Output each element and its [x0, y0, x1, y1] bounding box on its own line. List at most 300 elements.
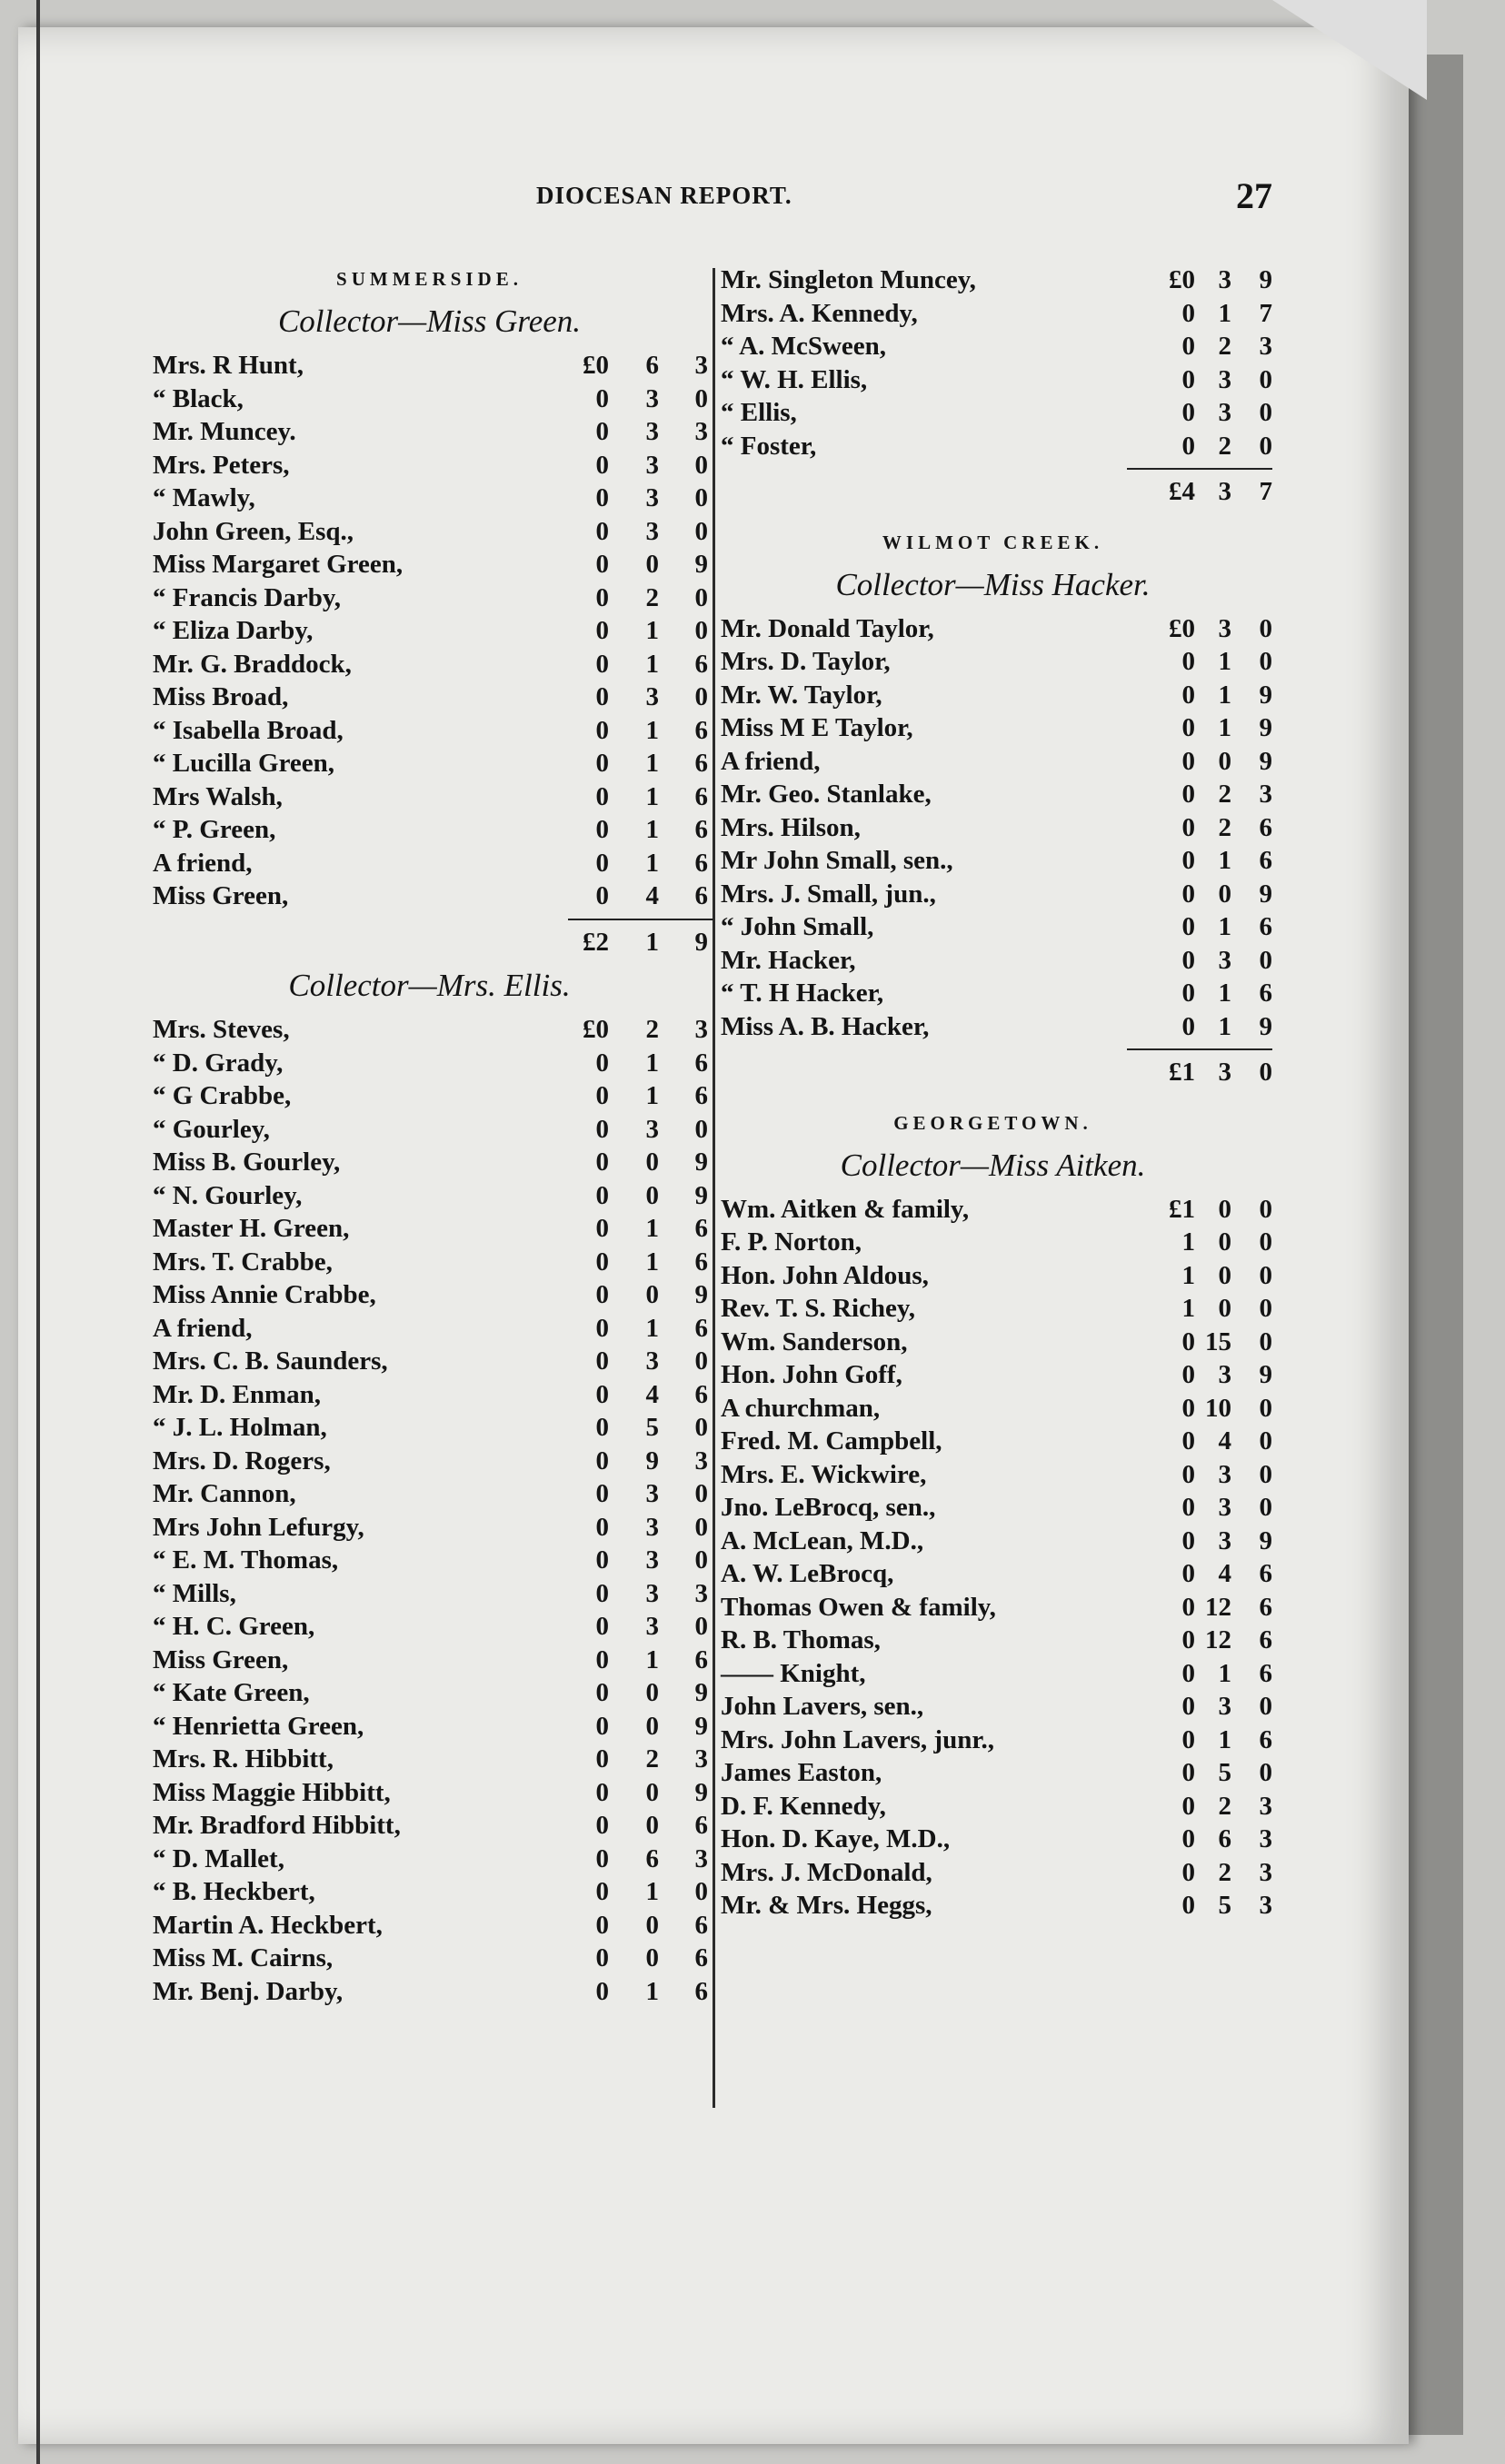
pounds-amount: 0: [595, 781, 609, 811]
subscriber-name: Mrs. R. Hibbitt,: [153, 1744, 334, 1773]
pounds-amount: 0: [1181, 713, 1195, 742]
pounds-amount: 0: [595, 1446, 609, 1475]
shillings-amount: 3: [645, 1578, 659, 1608]
subscription-row: [145, 1113, 713, 1147]
subscriber-name: “ A. McSween,: [721, 332, 887, 361]
shillings-amount: 4: [645, 1379, 659, 1409]
subscriber-name: Master H. Green,: [153, 1214, 350, 1243]
subscriber-name: Miss Annie Crabbe,: [153, 1280, 376, 1309]
shillings-amount: 1: [645, 1247, 659, 1277]
pence-amount: 0: [1259, 1294, 1272, 1323]
subscription-row: [713, 1358, 1272, 1392]
shillings-amount: 0: [1218, 1260, 1231, 1290]
subscriber-name: “ Mawly,: [153, 483, 255, 512]
subscription-row: [145, 1809, 713, 1843]
subscriber-name: Mrs. D. Rogers,: [153, 1446, 331, 1475]
pounds-amount: 0: [595, 649, 609, 679]
subscriber-name: Mr. Hacker,: [721, 945, 856, 975]
pence-amount: 0: [694, 1545, 708, 1575]
shillings-amount: 12: [1205, 1625, 1231, 1654]
subscription-row: [145, 614, 713, 648]
pence-amount: 9: [694, 1180, 708, 1210]
subscription-row: [145, 349, 713, 383]
subscriber-name: A. W. LeBrocq,: [721, 1559, 894, 1588]
right-column: [713, 263, 1272, 1923]
shillings-amount: 0: [1218, 1194, 1231, 1224]
subscriber-name: John Green, Esq.,: [153, 516, 354, 546]
shillings-amount: 0: [645, 1180, 659, 1210]
subscription-row: [145, 581, 713, 615]
subscription-row: [145, 1477, 713, 1511]
pence-amount: 0: [1259, 613, 1272, 643]
shillings-amount: 1: [1218, 680, 1231, 710]
page-number: 27: [1236, 175, 1272, 216]
shillings-amount: 0: [645, 1777, 659, 1807]
shillings-amount: 4: [645, 881, 659, 910]
subscription-row: [145, 1246, 713, 1279]
subscriber-name: Mrs. Hilson,: [721, 812, 861, 842]
subscriber-name: Miss Green,: [153, 881, 289, 910]
pounds-amount: 0: [1181, 431, 1195, 461]
pounds-amount: 1: [1181, 1294, 1195, 1323]
total-row-wrap: [713, 475, 1272, 509]
pence-amount: 6: [694, 1048, 708, 1078]
subscription-row: [145, 1445, 713, 1478]
pounds-amount: 0: [1181, 1459, 1195, 1489]
subscriber-name: Mr. Cannon,: [153, 1479, 296, 1508]
pounds-amount: £0: [1169, 613, 1195, 643]
pence-amount: 0: [1259, 1692, 1272, 1721]
subscriber-name: “ Eliza Darby,: [153, 616, 314, 645]
shillings-amount: 6: [645, 1843, 659, 1873]
shillings-amount: 0: [1218, 879, 1231, 909]
pounds-amount: 0: [595, 1048, 609, 1078]
subscriber-name: Wm. Aitken & family,: [721, 1194, 970, 1224]
subscriber-name: Mrs. T. Crabbe,: [153, 1247, 333, 1277]
subscription-row: [145, 1345, 713, 1378]
subscription-row: [713, 330, 1272, 363]
subscription-list: [145, 1013, 713, 2008]
subscriber-name: Rev. T. S. Richey,: [721, 1294, 916, 1323]
subscriber-name: Miss Green,: [153, 1644, 289, 1674]
subscriber-name: A friend,: [153, 1313, 253, 1343]
subscriber-name: Mrs. J. Small, jun.,: [721, 879, 936, 909]
subscriber-name: Wm. Sanderson,: [721, 1326, 908, 1356]
shillings-amount: 1: [645, 815, 659, 844]
subscription-row: [713, 612, 1272, 646]
pounds-amount: £1: [1169, 1194, 1195, 1224]
pounds-amount: 0: [595, 1346, 609, 1376]
pence-amount: 6: [694, 848, 708, 878]
pounds-amount: 0: [595, 1379, 609, 1409]
subscriber-name: Mr John Small, sen.,: [721, 846, 953, 875]
shillings-amount: 2: [645, 1744, 659, 1773]
subscription-row: [145, 1411, 713, 1445]
pence-amount: 6: [694, 715, 708, 745]
pounds-amount: 0: [1181, 680, 1195, 710]
pounds-amount: 0: [1181, 398, 1195, 427]
pounds-amount: 0: [1181, 1011, 1195, 1041]
pence-amount: 0: [1259, 1227, 1272, 1257]
pounds-amount: 0: [595, 1877, 609, 1906]
shillings-amount: 0: [645, 1811, 659, 1840]
subscriber-name: “ Gourley,: [153, 1114, 270, 1144]
pence-amount: 3: [694, 1744, 708, 1773]
subscriber-name: Mr. Geo. Stanlake,: [721, 780, 932, 809]
pounds-amount: 0: [1181, 1625, 1195, 1654]
pence-amount: 6: [694, 1910, 708, 1940]
subscriber-name: “ W. H. Ellis,: [721, 364, 868, 394]
pence-amount: 6: [694, 1081, 708, 1110]
shillings-amount: 3: [645, 450, 659, 480]
pounds-amount: 0: [1181, 1891, 1195, 1920]
subscriber-name: D. F. Kennedy,: [721, 1791, 886, 1821]
shillings-amount: 0: [645, 1148, 659, 1177]
subscription-row: [145, 681, 713, 714]
pounds-amount: 0: [1181, 1525, 1195, 1555]
shillings-amount: 1: [645, 1644, 659, 1674]
pence-amount: 6: [694, 1247, 708, 1277]
subscriber-name: Mrs. Steves,: [153, 1015, 290, 1044]
shillings-amount: 2: [1218, 1857, 1231, 1887]
pounds-amount: 0: [595, 1711, 609, 1741]
shillings-amount: 1: [645, 1214, 659, 1243]
subscriber-name: Mr. Bradford Hibbitt,: [153, 1811, 401, 1840]
subscriber-name: Mr. Benj. Darby,: [153, 1976, 344, 2006]
pounds-amount: 0: [595, 1976, 609, 2006]
pounds-amount: 0: [1181, 1559, 1195, 1588]
pounds-amount: 0: [1181, 1724, 1195, 1754]
pounds-amount: 0: [595, 383, 609, 413]
subscription-row: [145, 1743, 713, 1776]
subscription-row: [145, 648, 713, 681]
pence-amount: 0: [694, 1612, 708, 1641]
pence-amount: 3: [694, 1578, 708, 1608]
shillings-amount: 3: [645, 383, 659, 413]
pounds-amount: 0: [595, 1479, 609, 1508]
pence-amount: 6: [694, 781, 708, 811]
subscriber-name: “ D. Mallet,: [153, 1843, 284, 1873]
pounds-amount: 0: [1181, 1326, 1195, 1356]
subscriber-name: “ Francis Darby,: [153, 582, 342, 612]
pounds-amount: 0: [595, 1777, 609, 1807]
shillings-amount: 1: [645, 1313, 659, 1343]
subscription-row: [713, 1292, 1272, 1326]
pounds-amount: 0: [595, 1644, 609, 1674]
pounds-amount: 0: [595, 1545, 609, 1575]
subscriber-name: Hon. John Goff,: [721, 1360, 902, 1389]
shillings-amount: 3: [1218, 1493, 1231, 1522]
subscription-row: [145, 1079, 713, 1113]
subscriber-name: Mrs. John Lavers, junr.,: [721, 1724, 995, 1754]
subscription-row: [713, 977, 1272, 1010]
pence-amount: 6: [694, 749, 708, 778]
subscriber-name: Miss Maggie Hibbitt,: [153, 1777, 391, 1807]
shillings-amount: 1: [645, 749, 659, 778]
pounds-amount: 0: [595, 450, 609, 480]
subscriber-name: Hon. John Aldous,: [721, 1260, 929, 1290]
shillings-amount: 1: [1218, 298, 1231, 328]
subscription-row: [145, 548, 713, 581]
pounds-amount: 0: [595, 1943, 609, 1972]
pounds-amount: 0: [595, 1744, 609, 1773]
pence-amount: 0: [694, 682, 708, 711]
pence-amount: 0: [694, 1413, 708, 1442]
pence-amount: 3: [1259, 1791, 1272, 1821]
shillings-amount: 2: [1218, 780, 1231, 809]
pounds-amount: 0: [1181, 846, 1195, 875]
subscriber-name: “ B. Heckbert,: [153, 1877, 315, 1906]
subscriber-name: A churchman,: [721, 1393, 881, 1423]
pence-amount: 6: [1259, 912, 1272, 941]
shillings-amount: 1: [645, 649, 659, 679]
pounds-amount: 0: [1181, 1692, 1195, 1721]
shillings-amount: 3: [1218, 1692, 1231, 1721]
subscriber-name: “ Ellis,: [721, 398, 797, 427]
pence-amount: 0: [694, 1346, 708, 1376]
pounds-amount: 0: [1181, 1824, 1195, 1853]
pounds-amount: 0: [1181, 298, 1195, 328]
pence-amount: 0: [1259, 945, 1272, 975]
subscription-row: [145, 1179, 713, 1213]
pounds-amount: 0: [595, 1313, 609, 1343]
subscription-row: [713, 944, 1272, 978]
pence-amount: 6: [1259, 1559, 1272, 1588]
subscriber-name: Mrs Walsh,: [153, 781, 283, 811]
shillings-amount: 3: [645, 1346, 659, 1376]
total-row: [145, 926, 713, 959]
collector-heading: Collector—Miss Aitken.: [840, 1147, 1146, 1183]
subscriber-name: Thomas Owen & family,: [721, 1592, 996, 1622]
subscriber-name: “ T. H Hacker,: [721, 979, 884, 1008]
pence-amount: 0: [694, 383, 708, 413]
pence-amount: 0: [1259, 364, 1272, 394]
pounds-amount: 0: [595, 1280, 609, 1309]
pence-amount: 9: [1259, 1525, 1272, 1555]
pounds-amount: £2: [583, 927, 609, 957]
subscription-row: [713, 363, 1272, 397]
pence-amount: 6: [1259, 1592, 1272, 1622]
subscription-row: [145, 1378, 713, 1412]
pence-amount: 7: [1259, 477, 1272, 506]
pence-amount: 0: [694, 1877, 708, 1906]
pence-amount: 9: [694, 1678, 708, 1707]
subscription-row: [145, 1544, 713, 1577]
subscription-row: [713, 811, 1272, 845]
subscriber-name: Mrs John Lefurgy,: [153, 1512, 364, 1542]
pence-amount: 6: [694, 1313, 708, 1343]
pounds-amount: 0: [1181, 1791, 1195, 1821]
subscription-row: [713, 679, 1272, 712]
pounds-amount: 0: [1181, 945, 1195, 975]
shillings-amount: 1: [645, 1877, 659, 1906]
shillings-amount: 4: [1218, 1426, 1231, 1456]
subscription-row: [713, 1425, 1272, 1458]
pence-amount: 0: [1259, 1058, 1272, 1087]
pence-amount: 0: [1259, 1426, 1272, 1456]
shillings-amount: 3: [645, 516, 659, 546]
subscriber-name: “ Foster,: [721, 431, 817, 461]
pence-amount: 0: [694, 1512, 708, 1542]
subscription-row: [713, 1557, 1272, 1591]
pence-amount: 3: [694, 417, 708, 446]
pounds-amount: £1: [1169, 1058, 1195, 1087]
pence-amount: 3: [1259, 332, 1272, 361]
subscription-row: [713, 844, 1272, 878]
subscription-row: [145, 482, 713, 515]
pence-amount: 3: [694, 351, 708, 380]
subscription-list: [713, 1193, 1272, 1923]
subscriber-name: Mrs. J. McDonald,: [721, 1857, 932, 1887]
subscription-row: [145, 1312, 713, 1346]
pence-amount: 0: [694, 1479, 708, 1508]
page-edge: [1409, 55, 1463, 2435]
subscriber-name: A. McLean, M.D.,: [721, 1525, 924, 1555]
subscriber-name: Jno. LeBrocq, sen.,: [721, 1493, 936, 1522]
pounds-amount: 0: [1181, 780, 1195, 809]
pence-amount: 6: [1259, 979, 1272, 1008]
shillings-amount: 3: [1218, 1058, 1231, 1087]
subscription-row: [145, 415, 713, 449]
pounds-amount: 0: [595, 1612, 609, 1641]
subscription-row: [145, 1212, 713, 1246]
subscriber-name: “ Lucilla Green,: [153, 749, 335, 778]
subscription-row: [145, 1047, 713, 1080]
pence-amount: 0: [694, 483, 708, 512]
subscription-list: [713, 612, 1272, 1044]
shillings-amount: 0: [645, 1280, 659, 1309]
pence-amount: 3: [1259, 1824, 1272, 1853]
pounds-amount: £0: [1169, 265, 1195, 294]
subscriber-name: Miss Broad,: [153, 682, 289, 711]
total-rule: [713, 1043, 1272, 1056]
shillings-amount: 12: [1205, 1592, 1231, 1622]
subscription-row: [713, 1525, 1272, 1558]
subscriber-name: “ Isabella Broad,: [153, 715, 344, 745]
pence-amount: 3: [694, 1446, 708, 1475]
shillings-amount: 5: [1218, 1758, 1231, 1787]
shillings-amount: 2: [645, 582, 659, 612]
subscription-row: [713, 645, 1272, 679]
subscriber-name: “ Black,: [153, 383, 244, 413]
subscription-row: [145, 1843, 713, 1876]
pounds-amount: 0: [595, 1413, 609, 1442]
subscription-row: [145, 1644, 713, 1677]
subscription-row: [713, 1856, 1272, 1890]
shillings-amount: 1: [645, 1081, 659, 1110]
subscription-row: [145, 383, 713, 416]
subscription-row: [145, 515, 713, 549]
pounds-amount: 0: [595, 516, 609, 546]
subscriber-name: “ P. Green,: [153, 815, 276, 844]
shillings-amount: 0: [1218, 1227, 1231, 1257]
shillings-amount: 1: [645, 1048, 659, 1078]
shillings-amount: 2: [1218, 332, 1231, 361]
pounds-amount: 0: [595, 1512, 609, 1542]
subscription-row: [713, 1624, 1272, 1657]
shillings-amount: 3: [1218, 265, 1231, 294]
pounds-amount: 0: [1181, 746, 1195, 776]
pence-amount: 0: [694, 516, 708, 546]
pounds-amount: 0: [595, 550, 609, 579]
subscriber-name: Miss Margaret Green,: [153, 550, 404, 579]
pence-amount: 6: [694, 815, 708, 844]
subscriber-name: R. B. Thomas,: [721, 1625, 881, 1654]
pounds-amount: 1: [1181, 1227, 1195, 1257]
pounds-amount: 0: [1181, 912, 1195, 941]
pence-amount: 9: [1259, 713, 1272, 742]
subscription-row: [713, 1591, 1272, 1624]
subscription-row: [145, 1278, 713, 1312]
pounds-amount: 0: [595, 417, 609, 446]
shillings-amount: 6: [1218, 1824, 1231, 1853]
subscriber-name: Mrs. R Hunt,: [153, 351, 304, 380]
pence-amount: 0: [694, 450, 708, 480]
subscription-row: [145, 847, 713, 880]
subscriber-name: Miss M. Cairns,: [153, 1943, 334, 1972]
shillings-amount: 1: [1218, 1011, 1231, 1041]
subscription-row: [145, 714, 713, 748]
subscription-row: [145, 879, 713, 913]
pounds-amount: 0: [1181, 1426, 1195, 1456]
pounds-amount: 0: [595, 881, 609, 910]
pounds-amount: 0: [595, 1843, 609, 1873]
pence-amount: 6: [694, 881, 708, 910]
shillings-amount: 0: [1218, 1294, 1231, 1323]
shillings-amount: 3: [1218, 398, 1231, 427]
shillings-amount: 1: [645, 715, 659, 745]
subscriber-name: John Lavers, sen.,: [721, 1692, 924, 1721]
subscription-row: [713, 1491, 1272, 1525]
subscription-row: [145, 449, 713, 482]
subscription-row: [713, 1756, 1272, 1790]
subscriber-name: Miss A. B. Hacker,: [721, 1011, 930, 1041]
pounds-amount: 1: [1181, 1260, 1195, 1290]
pence-amount: 0: [694, 1114, 708, 1144]
pence-amount: 0: [1259, 398, 1272, 427]
subscriber-name: A friend,: [721, 746, 821, 776]
pounds-amount: 0: [595, 582, 609, 612]
pounds-amount: 0: [595, 1081, 609, 1110]
shillings-amount: 3: [1218, 1525, 1231, 1555]
pounds-amount: 0: [1181, 1592, 1195, 1622]
subscription-row: [145, 1013, 713, 1047]
subscription-row: [145, 1942, 713, 1975]
pounds-amount: 0: [595, 1910, 609, 1940]
subscriber-name: Mrs. E. Wickwire,: [721, 1459, 927, 1489]
subscriber-name: Mr. D. Enman,: [153, 1379, 322, 1409]
subscription-row: [713, 1889, 1272, 1923]
shillings-amount: 0: [645, 1711, 659, 1741]
shillings-amount: 1: [1218, 846, 1231, 875]
shillings-amount: 15: [1205, 1326, 1231, 1356]
shillings-amount: 5: [1218, 1891, 1231, 1920]
subscriber-name: “ G Crabbe,: [153, 1081, 292, 1110]
shillings-amount: 2: [645, 1015, 659, 1044]
collector-heading: Collector—Miss Hacker.: [835, 566, 1151, 602]
pence-amount: 6: [694, 649, 708, 679]
shillings-amount: 9: [645, 1446, 659, 1475]
page-header: [536, 175, 1300, 227]
shillings-amount: 1: [645, 927, 659, 957]
total-row: [713, 1056, 1272, 1089]
pounds-amount: £0: [583, 351, 609, 380]
subscription-row: [145, 1710, 713, 1744]
shillings-amount: 1: [1218, 912, 1231, 941]
subscription-row: [145, 1776, 713, 1810]
subscriber-name: Hon. D. Kaye, M.D.,: [721, 1824, 951, 1853]
subscriber-name: Mrs. C. B. Saunders,: [153, 1346, 388, 1376]
